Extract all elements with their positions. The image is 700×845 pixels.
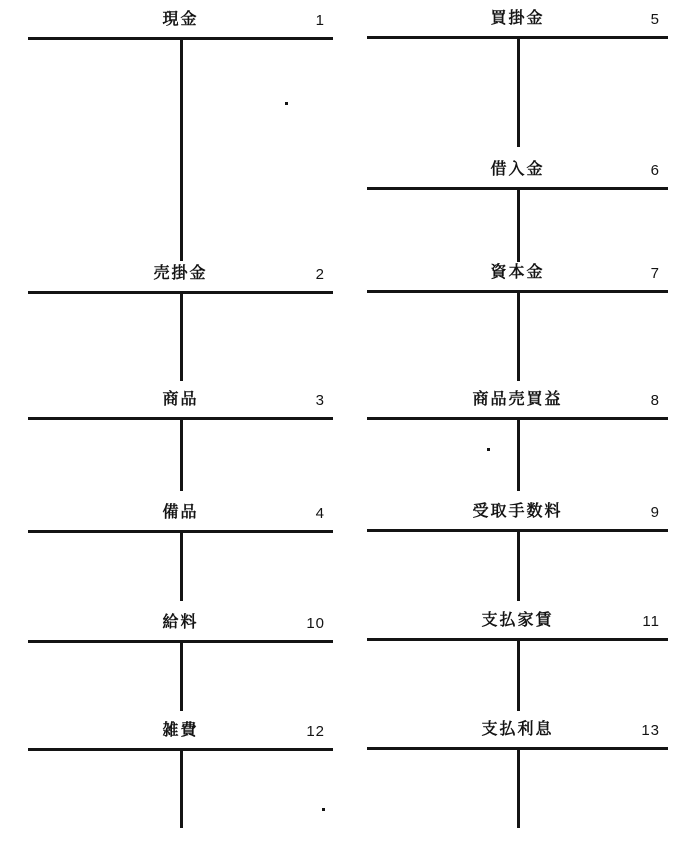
scan-speck — [487, 448, 490, 451]
account-title: 受取手数料 — [472, 503, 563, 520]
account-number: 7 — [650, 265, 660, 282]
t-account-vertical-stem — [180, 293, 183, 381]
account-number: 4 — [315, 505, 325, 522]
scan-speck — [322, 808, 325, 811]
t-account — [367, 256, 668, 381]
account-title: 買掛金 — [490, 10, 545, 27]
account-number: 12 — [306, 723, 325, 740]
account-number: 5 — [650, 11, 660, 28]
t-account — [367, 495, 668, 601]
account-number: 6 — [650, 162, 660, 179]
t-account — [28, 3, 333, 261]
scan-speck — [285, 102, 288, 105]
t-account — [28, 606, 333, 711]
t-account — [28, 714, 333, 828]
account-title: 商品売買益 — [472, 391, 563, 408]
t-account — [367, 2, 668, 147]
t-account — [28, 496, 333, 601]
t-account-vertical-stem — [517, 640, 520, 711]
account-number: 10 — [306, 615, 325, 632]
account-title: 給料 — [162, 614, 199, 631]
account-title: 商品 — [162, 391, 199, 408]
t-account-vertical-stem — [180, 419, 183, 491]
t-account — [367, 713, 668, 828]
t-account-vertical-stem — [517, 531, 520, 601]
t-account-vertical-stem — [180, 642, 183, 711]
t-account-vertical-stem — [180, 532, 183, 601]
account-number: 13 — [641, 722, 660, 739]
t-account — [367, 153, 668, 262]
t-account-vertical-stem — [180, 39, 183, 261]
t-account-vertical-stem — [517, 419, 520, 491]
t-account-vertical-stem — [517, 749, 520, 828]
account-title: 支払利息 — [481, 721, 554, 738]
account-title: 売掛金 — [153, 265, 208, 282]
account-title: 現金 — [162, 11, 199, 28]
t-account — [28, 257, 333, 381]
account-title: 資本金 — [490, 264, 545, 281]
account-number: 3 — [315, 392, 325, 409]
t-account — [367, 383, 668, 491]
account-number: 8 — [650, 392, 660, 409]
t-account-vertical-stem — [517, 292, 520, 381]
account-number: 11 — [642, 613, 660, 630]
account-title: 支払家賃 — [481, 612, 554, 629]
account-title: 雑費 — [162, 722, 199, 739]
t-account-vertical-stem — [517, 38, 520, 147]
t-account — [28, 383, 333, 491]
t-account — [367, 604, 668, 711]
t-account-vertical-stem — [180, 750, 183, 828]
account-number: 2 — [315, 266, 325, 283]
account-title: 借入金 — [490, 161, 545, 178]
account-number: 9 — [650, 504, 660, 521]
account-number: 1 — [315, 12, 325, 29]
t-account-vertical-stem — [517, 189, 520, 262]
account-title: 備品 — [162, 504, 199, 521]
